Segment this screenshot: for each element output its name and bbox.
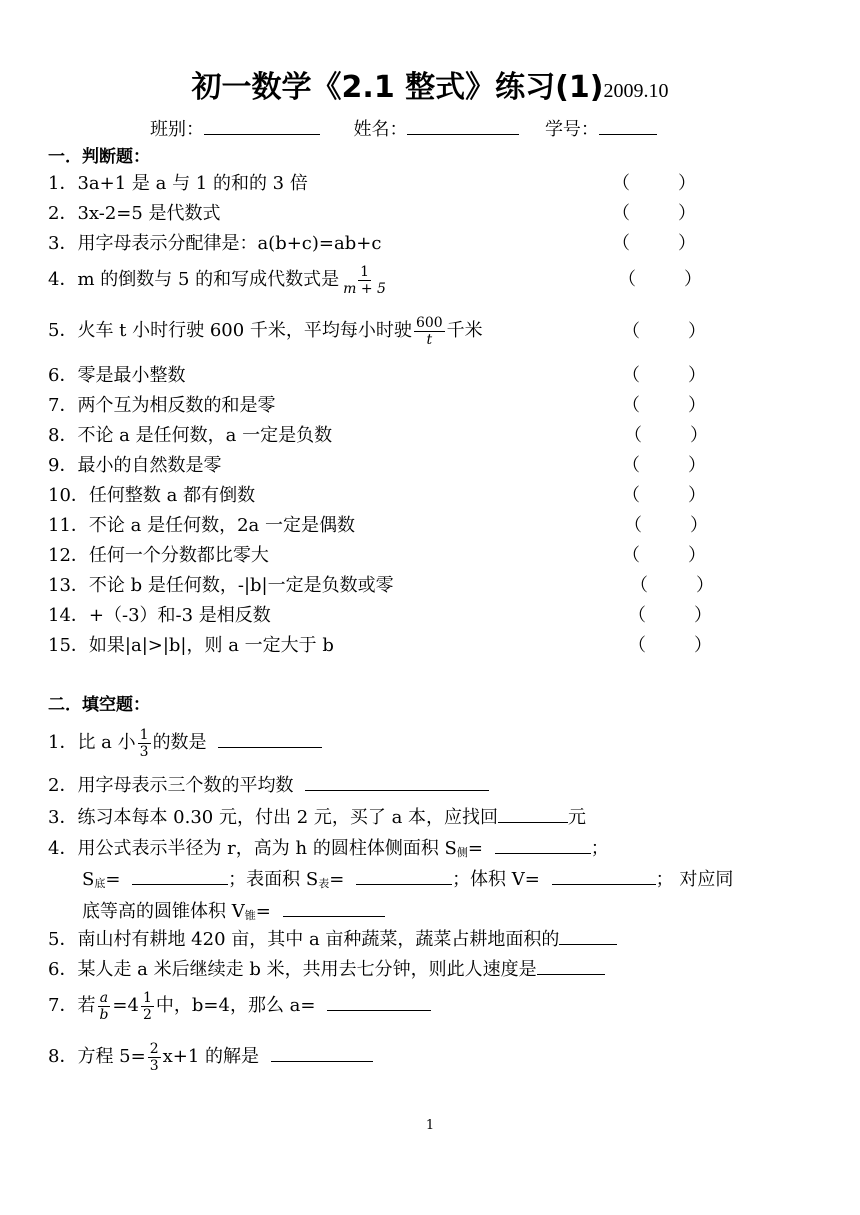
- answer-paren-13[interactable]: （ ）: [630, 575, 714, 596]
- fill-blank-5[interactable]: [559, 926, 617, 945]
- title-text: 初一数学《2.1 整式》练习(1): [191, 70, 604, 105]
- student-info-line: [150, 116, 657, 142]
- fill-blank-4-side-area[interactable]: [495, 835, 591, 854]
- fill-item-8: 8．方程 5= $\frac{2}{3}$ x+1 的解是: [48, 1036, 373, 1078]
- fill-blank-8[interactable]: [271, 1043, 373, 1062]
- section-heading-judgement: 一．判断题：: [48, 147, 150, 167]
- class-label: 班别：: [150, 119, 204, 140]
- judge-item-1: 1．3a+1 是 a 与 1 的和的 3 倍: [48, 173, 308, 194]
- class-blank[interactable]: [204, 116, 320, 135]
- fill-blank-4-base-area[interactable]: [132, 866, 228, 885]
- fill-item-5: 5．南山村有耕地 420 亩，其中 a 亩种蔬菜，蔬菜占耕地面积的: [48, 926, 617, 952]
- fill-blank-4-surface-area[interactable]: [356, 866, 452, 885]
- answer-paren-8[interactable]: （ ）: [624, 425, 708, 446]
- name-blank[interactable]: [407, 116, 519, 135]
- judge-item-10: 10．任何整数 a 都有倒数: [48, 485, 256, 506]
- section-heading-fill-in: 二．填空题：: [48, 695, 150, 715]
- fraction-a-over-b: $\frac{a}{b}$: [99, 989, 109, 1023]
- fraction-one-third: $\frac{1}{3}$: [139, 726, 149, 760]
- id-label: 学号：: [544, 119, 599, 140]
- fill-item-2: 2．用字母表示三个数的平均数: [48, 772, 489, 798]
- fill-blank-4-volume[interactable]: [552, 866, 656, 885]
- judge-item-4: 4．m 的倒数与 5 的和写成代数式是 $\frac{1}{m + 5}$: [48, 263, 386, 297]
- fraction-two-thirds: $\frac{2}{3}$: [149, 1040, 159, 1074]
- judge-item-12: 12．任何一个分数都比零大: [48, 545, 269, 566]
- judge-item-11: 11．不论 a 是任何数，2a 一定是偶数: [48, 515, 355, 536]
- judge-item-15: 15．如果|a|>|b|，则 a 一定大于 b: [48, 635, 334, 656]
- answer-paren-4[interactable]: （ ）: [618, 269, 702, 290]
- page-title: [0, 68, 860, 111]
- fill-item-1: 1．比 a 小 $\frac{1}{3}$ 的数是: [48, 722, 322, 764]
- answer-paren-5[interactable]: （ ）: [622, 321, 706, 342]
- judge-item-13: 13．不论 b 是任何数，-|b|一定是负数或零: [48, 575, 394, 596]
- answer-paren-11[interactable]: （ ）: [624, 515, 708, 536]
- id-blank[interactable]: [599, 116, 657, 135]
- judge-item-9: 9．最小的自然数是零: [48, 455, 222, 476]
- answer-paren-9[interactable]: （ ）: [622, 455, 706, 476]
- answer-paren-2[interactable]: （ ）: [612, 203, 696, 224]
- answer-paren-6[interactable]: （ ）: [622, 365, 706, 386]
- fraction-600-over-t: $\frac{600}{t}$: [415, 314, 443, 348]
- judge-item-7: 7．两个互为相反数的和是零: [48, 395, 276, 416]
- answer-paren-1[interactable]: （ ）: [612, 173, 696, 194]
- fill-blank-3[interactable]: [498, 804, 568, 823]
- fill-item-6: 6．某人走 a 米后继续走 b 米，共用去七分钟，则此人速度是: [48, 956, 605, 982]
- judge-item-6: 6．零是最小整数: [48, 365, 186, 386]
- judge-item-8: 8．不论 a 是任何数，a 一定是负数: [48, 425, 333, 446]
- fill-item-4-line1: 4．用公式表示半径为 r，高为 h 的圆柱体侧面积 S侧= ；: [48, 835, 609, 865]
- title-date: 2009.10: [603, 80, 669, 102]
- fraction-one-half: $\frac{1}{2}$: [142, 989, 152, 1023]
- fill-item-7: 7．若 $\frac{a}{b}$ =4 $\frac{1}{2}$ 中，b=4，那么 a=: [48, 985, 431, 1027]
- answer-paren-3[interactable]: （ ）: [612, 233, 696, 254]
- answer-paren-7[interactable]: （ ）: [622, 395, 706, 416]
- fill-blank-7[interactable]: [327, 992, 431, 1011]
- judge-item-2: 2．3x-2=5 是代数式: [48, 203, 221, 224]
- judge-item-5: 5．火车 t 小时行驶 600 千米，平均每小时驶 $\frac{600}{t}$ 千米: [48, 314, 483, 348]
- fill-blank-2[interactable]: [305, 772, 489, 791]
- page-number: 1: [425, 1118, 435, 1133]
- answer-paren-12[interactable]: （ ）: [622, 545, 706, 566]
- judge-item-3: 3．用字母表示分配律是：a(b+c)=ab+c: [48, 233, 382, 254]
- answer-paren-10[interactable]: （ ）: [622, 485, 706, 506]
- name-label: 姓名：: [353, 119, 408, 140]
- answer-paren-14[interactable]: （ ）: [628, 605, 712, 626]
- fill-blank-1[interactable]: [218, 729, 322, 748]
- fraction-1-over-m-plus-5: $\frac{1}{m + 5}$: [343, 263, 386, 297]
- fill-item-4-line3: 底等高的圆锥体积 V锥=: [82, 898, 385, 928]
- fill-item-4-line2: S底= ；表面积 S表= ；体积 V= ； 对应同: [82, 866, 733, 896]
- answer-paren-15[interactable]: （ ）: [628, 635, 712, 656]
- fill-blank-6[interactable]: [537, 956, 605, 975]
- judge-item-14: 14．+（-3）和-3 是相反数: [48, 605, 271, 626]
- fill-item-3: 3．练习本每本 0.30 元，付出 2 元，买了 a 本，应找回 元: [48, 804, 586, 830]
- fill-blank-4-cone-volume[interactable]: [283, 898, 385, 917]
